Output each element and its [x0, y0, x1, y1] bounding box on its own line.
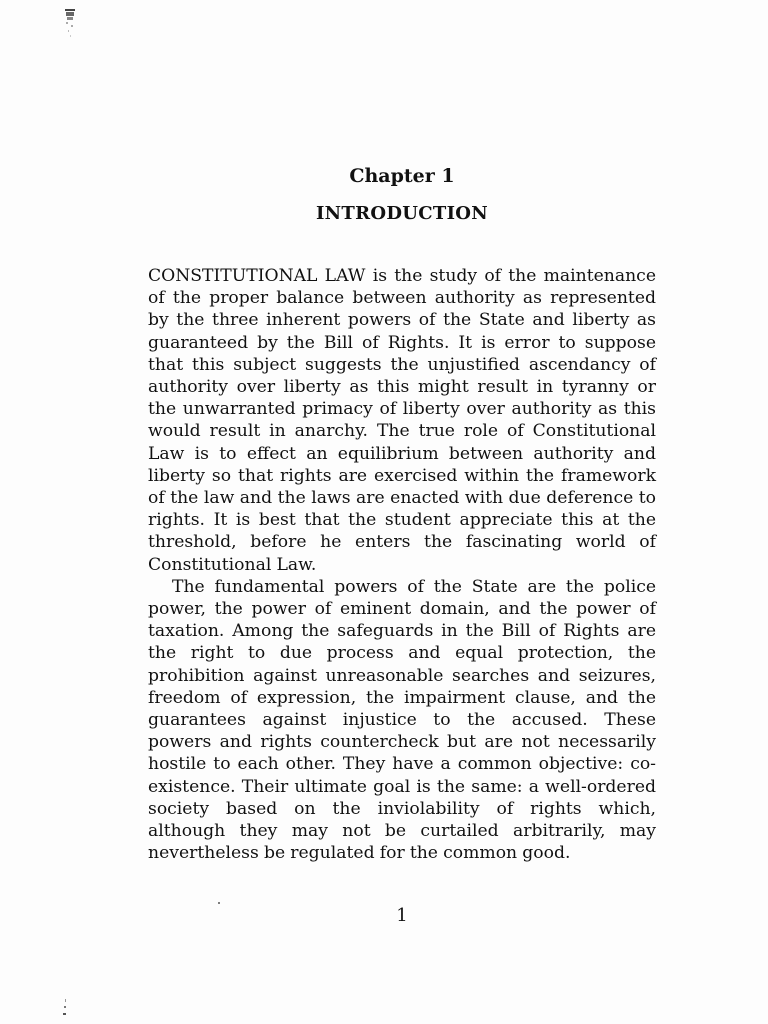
- paragraph-intro: CONSTITUTIONAL LAW is the study of the maintenance of the proper balance between authority as represented by the three inherent powers of the State and liberty as guaranteed by the Bill of Rights. It is error to suppose that this subject suggests the unjustified ascendancy of authority over liberty as this might result in tyranny or the unwarranted primacy of liberty over authority as this would result in anarchy. The true role of Constitutional Law is to effect an equilibrium between authority and liberty so that rights are exercised within the framework of the law and the laws are enacted with due deference to rights. It is best that the student appreciate this at the threshold, before he enters the fascinating world of Constitutional Law.: [148, 266, 656, 575]
- chapter-title: INTRODUCTION: [315, 203, 489, 224]
- chapter-label: Chapter 1: [349, 165, 455, 187]
- scan-artifact-bottom: [62, 998, 70, 1018]
- body-text: [148, 265, 656, 864]
- paragraph-powers: The fundamental powers of the State are the police power, the power of eminent domain, and the power of taxation. Among the safeguards in the Bill of Rights are the right to due process and equal protection, the prohibition against unreasonable searches and seizures, freedom of expression, the impairment clause, and the guarantees against injustice to the accused. These powers and rights countercheck but are not necessarily hostile to each other. They have a common objective: co-existence. Their ultimate goal is the same: a well-ordered society based on the inviolability of rights which, although they may not be curtailed arbitrarily, may nevertheless be regulated for the common good.: [148, 576, 656, 864]
- scan-artifact-top: [64, 8, 76, 42]
- page-number: 1: [396, 905, 408, 926]
